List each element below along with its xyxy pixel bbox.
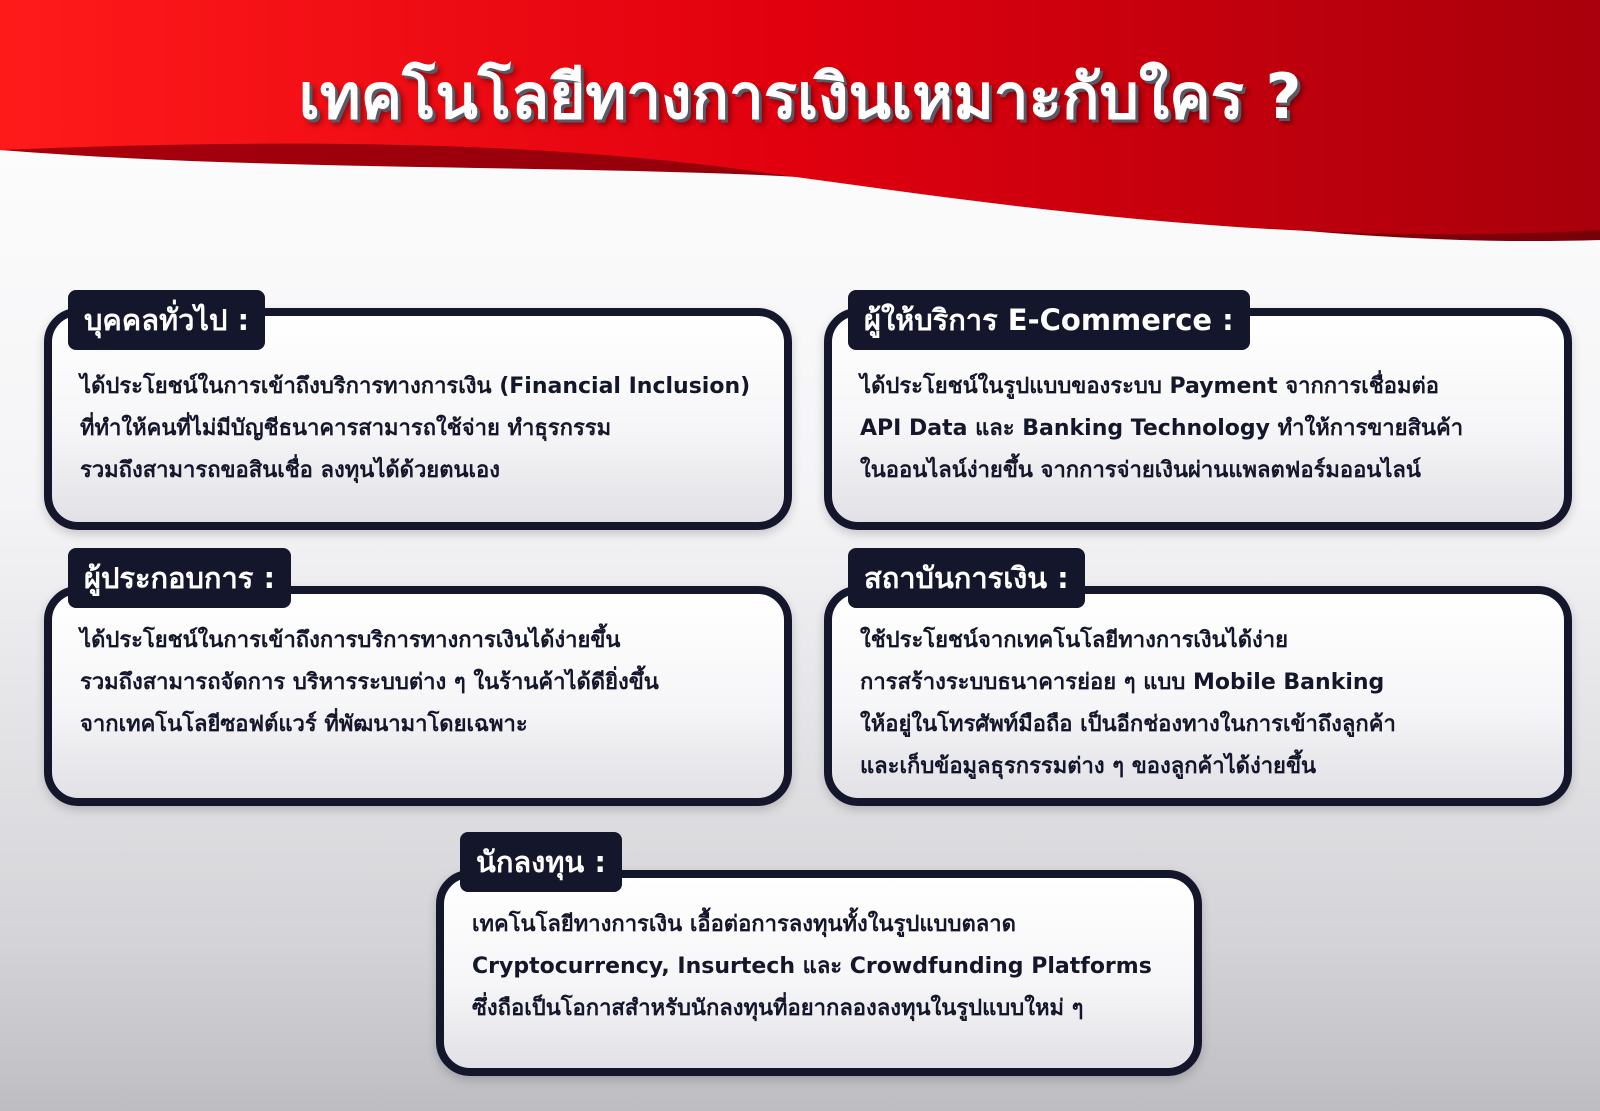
card-text-line: ได้ประโยชน์ในรูปแบบของระบบ Payment จากการเชื่อมต่อ xyxy=(860,374,1439,399)
card-text-line: ซึ่งถือเป็นโอกาสสำหรับนักลงทุนที่อยากลองลงทุนในรูปแบบใหม่ ๆ xyxy=(472,996,1084,1021)
card-text-line: รวมถึงสามารถขอสินเชื่อ ลงทุนได้ด้วยตนเอง xyxy=(80,458,500,483)
card-text-line: จากเทคโนโลยีซอฟต์แวร์ ที่พัฒนามาโดยเฉพาะ xyxy=(80,712,528,737)
card-investor-label: นักลงทุน : xyxy=(460,832,622,892)
card-text-line: API Data และ Banking Technology ทำให้การขายสินค้า xyxy=(860,416,1464,441)
card-financial-institution-label: สถาบันการเงิน : xyxy=(848,548,1085,608)
card-text-line: ใช้ประโยชน์จากเทคโนโลยีทางการเงินได้ง่าย xyxy=(860,628,1289,653)
card-business-operator-label: ผู้ประกอบการ : xyxy=(68,548,291,608)
card-business-operator-text xyxy=(80,620,659,746)
card-text-line: ให้อยู่ในโทรศัพท์มือถือ เป็นอีกช่องทางในการเข้าถึงลูกค้า xyxy=(860,712,1396,737)
card-general-public-label: บุคคลทั่วไป : xyxy=(68,290,265,350)
card-financial-institution-text xyxy=(860,620,1396,788)
card-text-line: รวมถึงสามารถจัดการ บริหารระบบต่าง ๆ ในร้านค้าได้ดียิ่งขึ้น xyxy=(80,670,659,695)
card-text-line: ที่ทำให้คนที่ไม่มีบัญชีธนาคารสามารถใช้จ่าย ทำธุรกรรม xyxy=(80,416,612,441)
card-text-line: การสร้างระบบธนาคารย่อย ๆ แบบ Mobile Banking xyxy=(860,670,1385,695)
page-title: เทคโนโลยีทางการเงินเหมาะกับใคร ? xyxy=(298,60,1302,133)
card-text-line: ได้ประโยชน์ในการเข้าถึงบริการทางการเงิน (Financial Inclusion) xyxy=(80,374,751,399)
card-ecommerce-provider-label: ผู้ให้บริการ E-Commerce : xyxy=(848,290,1250,350)
card-investor-text xyxy=(472,904,1152,1030)
card-general-public-text xyxy=(80,366,750,492)
card-text-line: ได้ประโยชน์ในการเข้าถึงการบริการทางการเงินได้ง่ายขึ้น xyxy=(80,628,621,653)
card-text-line: และเก็บข้อมูลธุรกรรมต่าง ๆ ของลูกค้าได้ง่ายขึ้น xyxy=(860,754,1317,779)
card-ecommerce-provider-text xyxy=(860,366,1463,492)
card-text-line: เทคโนโลยีทางการเงิน เอื้อต่อการลงทุนทั้งในรูปแบบตลาด xyxy=(472,912,1016,937)
card-text-line: Cryptocurrency, Insurtech และ Crowdfunding Platforms xyxy=(472,954,1152,979)
card-text-line: ในออนไลน์ง่ายขึ้น จากการจ่ายเงินผ่านแพลตฟอร์มออนไลน์ xyxy=(860,458,1421,483)
